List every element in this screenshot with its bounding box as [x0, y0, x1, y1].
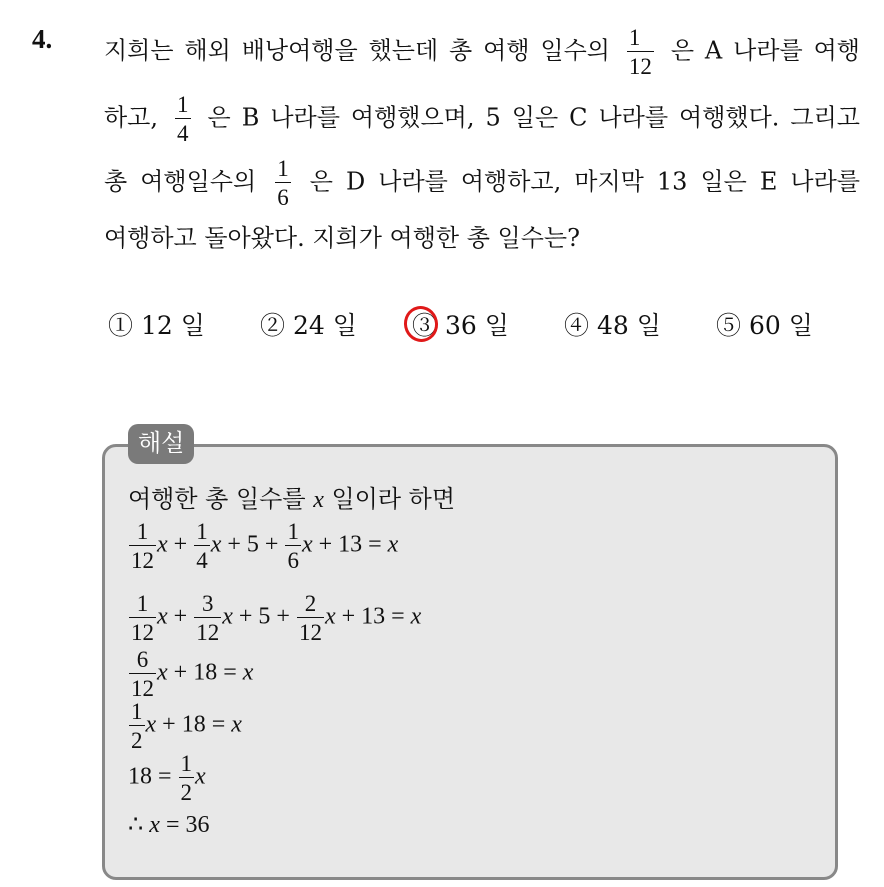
numerator: 3 — [201, 591, 214, 616]
equation-text: 18 = — [128, 763, 172, 790]
equation-text: + 5 + — [227, 531, 279, 558]
variable-x: x — [301, 531, 313, 558]
equation-2 — [128, 592, 421, 644]
equation-1 — [128, 520, 398, 572]
variable-x: x — [157, 659, 168, 686]
plus-sign: + — [173, 531, 188, 558]
denominator: 2 — [129, 725, 145, 752]
variable-x: x — [242, 659, 254, 686]
plus-sign: + — [173, 603, 188, 630]
choice-4[interactable]: ④ 48 일 — [564, 311, 661, 340]
choice-3-label: ③ 36 일 — [412, 311, 509, 340]
fraction — [179, 752, 195, 804]
equation-text: = 36 — [165, 812, 210, 838]
question-number: 4. — [32, 24, 53, 54]
denominator: 4 — [194, 545, 210, 572]
fraction — [297, 592, 324, 644]
question-text: 총 여행일수의 — [104, 167, 257, 196]
denominator: 12 — [129, 673, 156, 700]
numerator: 1 — [136, 519, 149, 544]
equation-text: + 18 = — [173, 659, 237, 686]
solution-intro — [128, 482, 455, 517]
variable-x: x — [410, 603, 422, 630]
fraction — [285, 520, 301, 572]
variable-x: x — [387, 531, 399, 558]
denominator: 12 — [129, 545, 156, 572]
fraction — [627, 26, 654, 78]
fraction — [129, 520, 156, 572]
numerator: 1 — [628, 25, 641, 50]
choice-3[interactable] — [412, 308, 509, 344]
variable-x: x — [313, 487, 324, 513]
denominator: 4 — [175, 118, 191, 145]
numerator: 2 — [304, 591, 317, 616]
equation-4 — [128, 700, 242, 752]
equation-text: + 18 = — [162, 711, 226, 738]
variable-x: x — [324, 603, 336, 630]
fraction — [129, 592, 156, 644]
solution-tag: 해설 — [128, 424, 194, 464]
intro-text: 일이라 하면 — [331, 485, 456, 513]
question-text: 지희는 해외 배낭여행을 했는데 총 여행 일수의 — [104, 36, 610, 65]
question-text: 하고, — [104, 103, 158, 132]
answer-choices — [108, 308, 828, 348]
numerator: 6 — [136, 647, 149, 672]
fraction — [194, 520, 210, 572]
variable-x: x — [231, 711, 242, 738]
question-text: 은 A 나라를 여행 — [670, 36, 860, 65]
denominator: 12 — [129, 617, 156, 644]
numerator: 1 — [177, 92, 189, 117]
variable-x: x — [157, 531, 168, 558]
question-line-2 — [104, 93, 860, 145]
fraction — [175, 93, 191, 145]
choice-2[interactable]: ② 24 일 — [260, 311, 357, 340]
variable-x: x — [222, 603, 233, 630]
equation-text: + 13 = — [318, 531, 382, 558]
therefore-symbol: ∴ — [128, 812, 144, 838]
numerator: 1 — [136, 591, 149, 616]
denominator: 6 — [285, 545, 301, 572]
question-line-1 — [104, 26, 860, 78]
numerator: 1 — [180, 751, 193, 776]
fraction — [129, 648, 156, 700]
numerator: 1 — [277, 156, 289, 181]
equation-text: + 5 + — [238, 603, 290, 630]
numerator: 1 — [287, 519, 299, 544]
variable-x: x — [195, 763, 206, 790]
question-text: 은 D 나라를 여행하고, 마지막 13 일은 E 나라를 — [309, 167, 860, 196]
intro-text: 여행한 총 일수를 — [128, 485, 306, 513]
question-line-4: 여행하고 돌아왔다. 지희가 여행한 총 일수는? — [104, 224, 580, 252]
numerator: 1 — [131, 699, 143, 724]
variable-x: x — [149, 812, 160, 838]
equation-3 — [128, 648, 253, 700]
fraction — [129, 700, 145, 752]
equation-text: + 13 = — [341, 603, 405, 630]
variable-x: x — [145, 711, 157, 738]
question-line-3 — [104, 157, 860, 209]
denominator: 12 — [194, 617, 221, 644]
equation-6 — [128, 810, 209, 840]
variable-x: x — [157, 603, 168, 630]
numerator: 1 — [196, 519, 208, 544]
variable-x: x — [210, 531, 222, 558]
choice-1[interactable]: ① 12 일 — [108, 311, 205, 340]
denominator: 2 — [179, 777, 195, 804]
denominator: 6 — [275, 182, 291, 209]
fraction — [194, 592, 221, 644]
equation-5 — [128, 752, 206, 804]
question-text: 은 B 나라를 여행했으며, 5 일은 C 나라를 여행했다. 그리고 — [207, 103, 860, 132]
choice-5[interactable]: ⑤ 60 일 — [716, 311, 813, 340]
denominator: 12 — [627, 51, 654, 78]
denominator: 12 — [297, 617, 324, 644]
fraction — [275, 157, 291, 209]
